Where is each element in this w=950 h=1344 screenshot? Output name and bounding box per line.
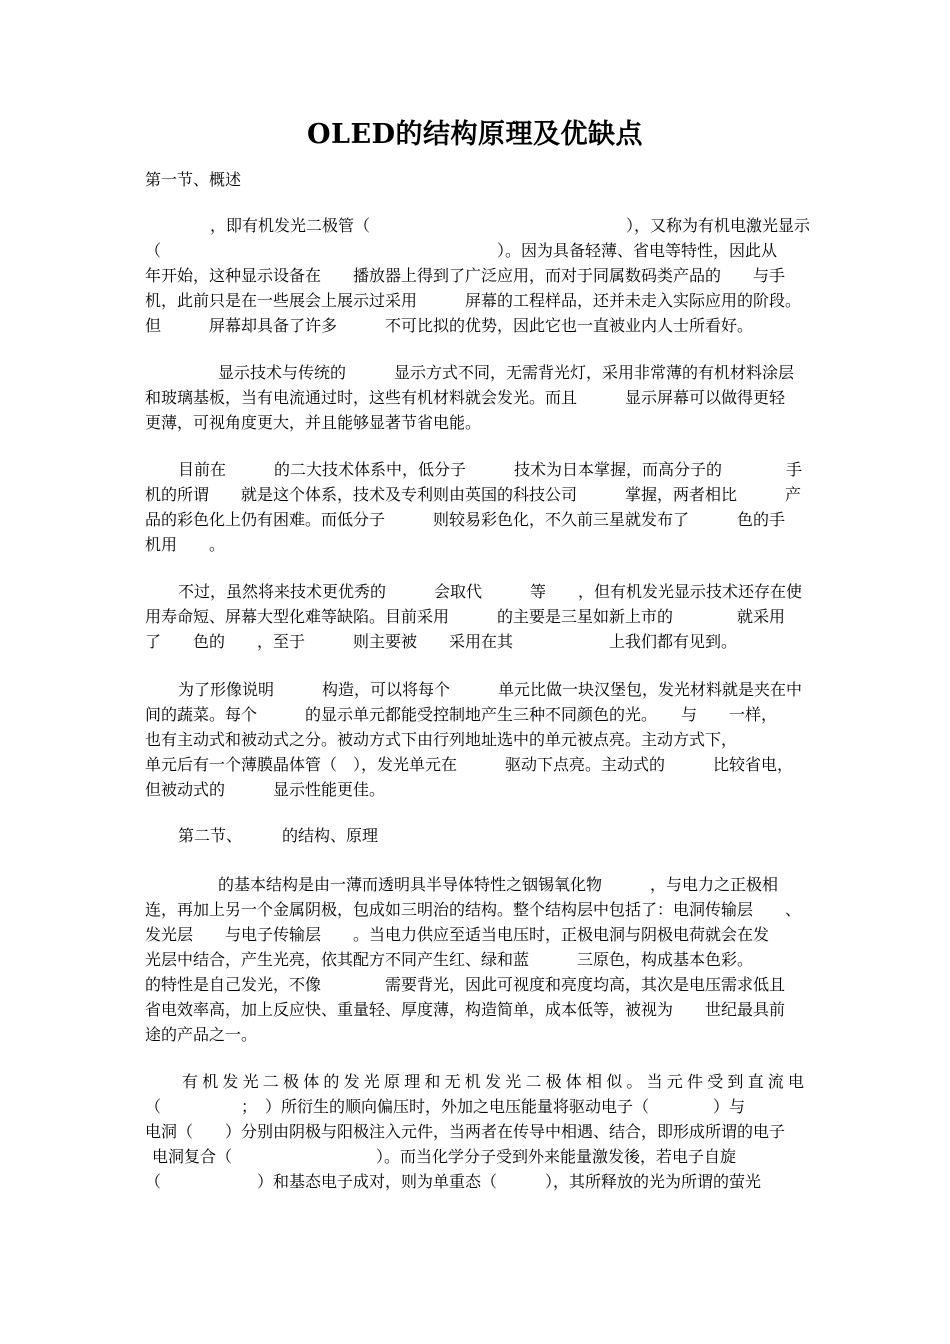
paragraph-5-line-3: 也有主动式和被动式之分。被动方式下由行列地址选中的单元被点亮。主动方式下， <box>145 730 738 749</box>
paragraph-7-line-2: （ ； ）所衍生的顺向偏压时，外加之电压能量将驱动电子（ ）与 <box>145 1097 746 1116</box>
paragraph-3-line-3: 品的彩色化上仍有困难。而低分子 则较易彩色化，不久前三星就发布了 色的手 <box>145 510 786 529</box>
paragraph-7-line-3: 电洞（ ）分别由阴极与阳极注入元件，当两者在传导中相遇、结合，即形成所谓的电子 <box>145 1122 786 1141</box>
section-heading-1: 第一节、概述 <box>145 170 242 189</box>
paragraph-7-line-1: 有机发光二极体的发光原理和无机发光二极体相似。当元件受到直流电 <box>182 1072 809 1091</box>
paragraph-1-line-2: （ ）。因为具备轻薄、省电等特性，因此从 <box>145 241 778 260</box>
paragraph-2-line-1: 显示技术与传统的 显示方式不同，无需背光灯，采用非常薄的有机材料涂层 <box>218 363 795 382</box>
paragraph-4-line-1: 不过，虽然将来技术更优秀的 会取代 等 ，但有机发光显示技术还存在使 <box>178 582 803 601</box>
paragraph-3-line-1: 目前在 的二大技术体系中，低分子 技术为日本掌握，而高分子的 手 <box>178 460 803 479</box>
paragraph-6-line-1: 的基本结构是由一薄而透明具半导体特性之铟锡氧化物 ，与电力之正极相 <box>218 875 779 894</box>
paragraph-3-line-2: 机的所谓 就是这个体系，技术及专利则由英国的科技公司 掌握，两者相比 产 <box>145 485 802 504</box>
paragraph-4-line-3: 了 色的 ，至于 则主要被 采用在其 上我们都有见到。 <box>145 632 738 651</box>
paragraph-6-line-6: 省电效率高，加上反应快、重量轻、厚度薄，构造简单，成本低等，被视为 世纪最具前 <box>145 1000 786 1019</box>
paragraph-2-line-2: 和玻璃基板，当有电流通过时，这些有机材料就会发光。而且 显示屏幕可以做得更轻 <box>145 388 786 407</box>
paragraph-5-line-2: 间的蔬菜。每个 的显示单元都能受控制地产生三种不同颜色的光。 与 一样， <box>145 705 778 724</box>
paragraph-5-line-1: 为了形像说明 构造，可以将每个 单元比做一块汉堡包，发光材料就是夹在中 <box>178 680 803 699</box>
paragraph-1-line-1: ，即有机发光二极管（ ），又称为有机电激光显示 <box>210 216 811 235</box>
paragraph-6-line-4: 光层中结合，产生光亮，依其配方不同产生红、绿和蓝 三原色，构成基本色彩。 <box>145 950 754 969</box>
paragraph-6-line-5: 的特性是自己发光，不像 需要背光，因此可视度和亮度均高，其次是电压需求低且 <box>145 975 786 994</box>
paragraph-6-line-2: 连，再加上另一个金属阴极，包成如三明治的结构。整个结构层中包括了：电洞传输层 、 <box>145 900 802 919</box>
paragraph-1-line-5: 但 屏幕却具备了许多 不可比拟的优势，因此它也一直被业内人士所看好。 <box>145 316 754 335</box>
paragraph-7-line-5: （ ）和基态电子成对，则为单重态（ ），其所释放的光为所谓的萤光 <box>145 1172 762 1191</box>
paragraph-4-line-2: 用寿命短、屏幕大型化难等缺陷。目前采用 的主要是三星如新上市的 就采用 <box>145 607 786 626</box>
paragraph-1-line-3: 年开始，这种显示设备在 播放器上得到了广泛应用，而对于同属数码类产品的 与手 <box>145 266 786 285</box>
paragraph-6-line-3: 发光层 与电子传输层 。当电力供应至适当电压时，正极电洞与阴极电荷就会在发 <box>145 925 770 944</box>
paragraph-3-line-4: 机用 。 <box>145 535 226 554</box>
paragraph-5-line-5: 但被动式的 显示性能更佳。 <box>145 780 386 799</box>
paragraph-7-line-4: 电洞复合（ ）。而当化学分子受到外来能量激发後，若电子自旋 <box>152 1147 737 1166</box>
paragraph-1-line-4: 机，此前只是在一些展会上展示过采用 屏幕的工程样品，还并未走入实际应用的阶段。 <box>145 291 802 310</box>
section-heading-2: 第二节、 的结构、原理 <box>178 826 379 845</box>
paragraph-2-line-3: 更薄，可视角度更大，并且能够显著节省电能。 <box>145 413 482 432</box>
paragraph-6-line-7: 途的产品之一。 <box>145 1025 258 1044</box>
paragraph-5-line-4: 单元后有一个薄膜晶体管（ ），发光单元在 驱动下点亮。主动式的 比较省电， <box>145 755 794 774</box>
document-title: OLED的结构原理及优缺点 <box>307 119 643 150</box>
